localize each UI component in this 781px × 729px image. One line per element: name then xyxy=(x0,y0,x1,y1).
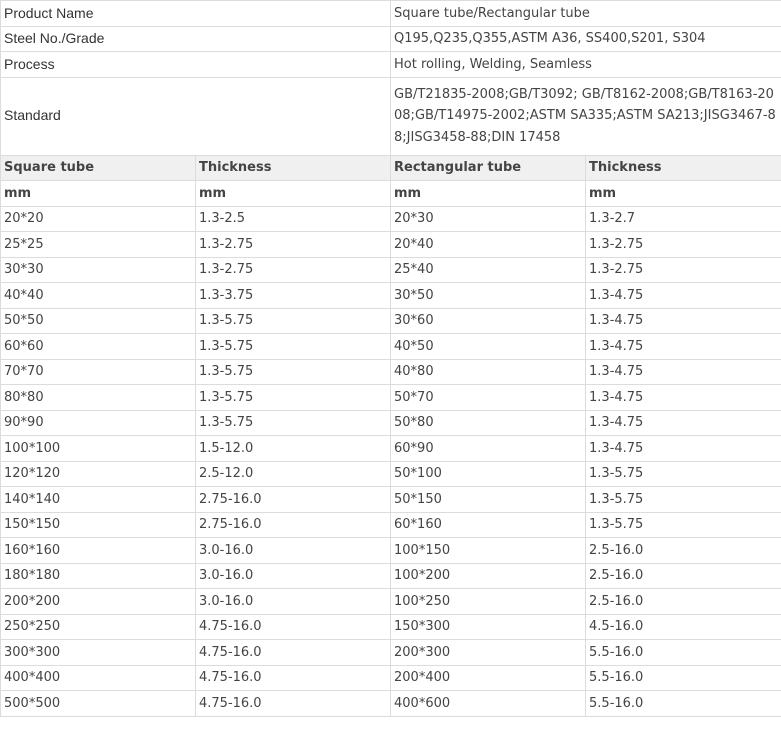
rect-tube-size-cell: 100*150 xyxy=(391,538,586,564)
square-thickness-cell: 2.75-16.0 xyxy=(196,487,391,513)
rect-tube-size-cell: 150*300 xyxy=(391,614,586,640)
rect-thickness-cell: 2.5-16.0 xyxy=(586,589,781,615)
steel-grade-label: Steel No./Grade xyxy=(1,26,391,52)
rect-thickness-cell: 1.3-5.75 xyxy=(586,512,781,538)
square-thickness-cell: 2.75-16.0 xyxy=(196,512,391,538)
process-row xyxy=(1,52,781,78)
square-tube-size-cell: 180*180 xyxy=(1,563,196,589)
square-tube-size-cell: 70*70 xyxy=(1,359,196,385)
square-tube-size-cell: 20*20 xyxy=(1,206,196,232)
rect-thickness-cell: 1.3-4.75 xyxy=(586,308,781,334)
rect-tube-size-cell: 20*30 xyxy=(391,206,586,232)
rect-tube-size-cell: 40*80 xyxy=(391,359,586,385)
rect-thickness-cell: 1.3-4.75 xyxy=(586,410,781,436)
process-label: Process xyxy=(1,52,391,78)
rect-thickness-cell: 1.3-4.75 xyxy=(586,385,781,411)
rect-tube-size-cell: 30*60 xyxy=(391,308,586,334)
rect-tube-size-cell: 20*40 xyxy=(391,232,586,258)
square-tube-size-cell: 30*30 xyxy=(1,257,196,283)
square-thickness-cell: 4.75-16.0 xyxy=(196,665,391,691)
spec-table-body xyxy=(1,1,781,717)
square-tube-size-cell: 40*40 xyxy=(1,283,196,309)
rect-thickness-cell: 2.5-16.0 xyxy=(586,563,781,589)
unit-row xyxy=(1,181,781,207)
square-thickness-cell: 1.3-5.75 xyxy=(196,308,391,334)
rect-thickness-cell: 1.3-4.75 xyxy=(586,334,781,360)
square-thickness-header: Thickness xyxy=(196,155,391,181)
rect-tube-size-cell: 400*600 xyxy=(391,691,586,717)
size-header-row xyxy=(1,155,781,181)
rect-tube-header: Rectangular tube xyxy=(391,155,586,181)
square-tube-size-cell: 200*200 xyxy=(1,589,196,615)
steel-grade-value: Q195,Q235,Q355,ASTM A36, SS400,S201, S304 xyxy=(391,26,781,52)
rect-thickness-cell: 5.5-16.0 xyxy=(586,665,781,691)
square-thickness-cell: 1.5-12.0 xyxy=(196,436,391,462)
table-row xyxy=(1,257,781,283)
square-thickness-unit: mm xyxy=(196,181,391,207)
rect-tube-size-cell: 60*160 xyxy=(391,512,586,538)
square-thickness-cell: 3.0-16.0 xyxy=(196,563,391,589)
product-name-value: Square tube/Rectangular tube xyxy=(391,1,781,27)
square-thickness-cell: 4.75-16.0 xyxy=(196,691,391,717)
square-thickness-cell: 1.3-3.75 xyxy=(196,283,391,309)
square-thickness-cell: 4.75-16.0 xyxy=(196,640,391,666)
table-row xyxy=(1,691,781,717)
square-tube-size-cell: 150*150 xyxy=(1,512,196,538)
rect-tube-size-cell: 60*90 xyxy=(391,436,586,462)
square-tube-size-cell: 300*300 xyxy=(1,640,196,666)
rect-thickness-cell: 1.3-2.7 xyxy=(586,206,781,232)
product-name-row xyxy=(1,1,781,27)
table-row xyxy=(1,308,781,334)
table-row xyxy=(1,512,781,538)
rect-thickness-header: Thickness xyxy=(586,155,781,181)
rect-thickness-cell: 4.5-16.0 xyxy=(586,614,781,640)
square-thickness-cell: 3.0-16.0 xyxy=(196,589,391,615)
square-tube-size-cell: 60*60 xyxy=(1,334,196,360)
rect-tube-size-cell: 50*70 xyxy=(391,385,586,411)
rect-tube-size-cell: 50*80 xyxy=(391,410,586,436)
square-tube-size-cell: 160*160 xyxy=(1,538,196,564)
table-row xyxy=(1,665,781,691)
rect-tube-size-cell: 50*100 xyxy=(391,461,586,487)
rect-thickness-cell: 1.3-4.75 xyxy=(586,283,781,309)
table-row xyxy=(1,487,781,513)
rect-tube-size-cell: 25*40 xyxy=(391,257,586,283)
table-row xyxy=(1,232,781,258)
table-row xyxy=(1,334,781,360)
table-row xyxy=(1,563,781,589)
rect-thickness-cell: 1.3-2.75 xyxy=(586,257,781,283)
square-tube-unit: mm xyxy=(1,181,196,207)
rect-tube-size-cell: 30*50 xyxy=(391,283,586,309)
square-thickness-cell: 1.3-5.75 xyxy=(196,334,391,360)
standard-label: Standard xyxy=(1,77,391,155)
square-tube-size-cell: 120*120 xyxy=(1,461,196,487)
table-row xyxy=(1,538,781,564)
square-thickness-cell: 1.3-2.75 xyxy=(196,257,391,283)
square-thickness-cell: 1.3-5.75 xyxy=(196,385,391,411)
table-row xyxy=(1,614,781,640)
rect-tube-size-cell: 200*300 xyxy=(391,640,586,666)
table-row xyxy=(1,640,781,666)
rect-thickness-cell: 5.5-16.0 xyxy=(586,640,781,666)
table-row xyxy=(1,283,781,309)
square-tube-header: Square tube xyxy=(1,155,196,181)
rect-thickness-cell: 1.3-4.75 xyxy=(586,436,781,462)
square-tube-size-cell: 90*90 xyxy=(1,410,196,436)
rect-tube-size-cell: 200*400 xyxy=(391,665,586,691)
square-tube-size-cell: 140*140 xyxy=(1,487,196,513)
rect-tube-size-cell: 100*250 xyxy=(391,589,586,615)
table-row xyxy=(1,461,781,487)
table-row xyxy=(1,385,781,411)
square-thickness-cell: 1.3-2.5 xyxy=(196,206,391,232)
square-tube-size-cell: 25*25 xyxy=(1,232,196,258)
table-row xyxy=(1,410,781,436)
table-row xyxy=(1,436,781,462)
rect-thickness-cell: 1.3-4.75 xyxy=(586,359,781,385)
process-value: Hot rolling, Welding, Seamless xyxy=(391,52,781,78)
square-tube-size-cell: 500*500 xyxy=(1,691,196,717)
rect-thickness-cell: 2.5-16.0 xyxy=(586,538,781,564)
square-thickness-cell: 2.5-12.0 xyxy=(196,461,391,487)
standard-value: GB/T21835-2008;GB/T3092; GB/T8162-2008;GB/T8163-2008;GB/T14975-2002;ASTM SA335;ASTM SA213;JISG3467-88;JISG3458-88;DIN 17458 xyxy=(391,77,781,155)
rect-thickness-cell: 1.3-2.75 xyxy=(586,232,781,258)
rect-thickness-unit: mm xyxy=(586,181,781,207)
rect-thickness-cell: 1.3-5.75 xyxy=(586,461,781,487)
standard-row xyxy=(1,77,781,155)
rect-thickness-cell: 5.5-16.0 xyxy=(586,691,781,717)
square-thickness-cell: 3.0-16.0 xyxy=(196,538,391,564)
square-tube-size-cell: 400*400 xyxy=(1,665,196,691)
steel-grade-row xyxy=(1,26,781,52)
table-row xyxy=(1,359,781,385)
rect-tube-size-cell: 40*50 xyxy=(391,334,586,360)
product-name-label: Product Name xyxy=(1,1,391,27)
rect-thickness-cell: 1.3-5.75 xyxy=(586,487,781,513)
table-row xyxy=(1,589,781,615)
square-thickness-cell: 1.3-5.75 xyxy=(196,410,391,436)
square-thickness-cell: 1.3-5.75 xyxy=(196,359,391,385)
square-tube-size-cell: 100*100 xyxy=(1,436,196,462)
rect-tube-size-cell: 100*200 xyxy=(391,563,586,589)
square-tube-size-cell: 250*250 xyxy=(1,614,196,640)
rect-tube-unit: mm xyxy=(391,181,586,207)
rect-tube-size-cell: 50*150 xyxy=(391,487,586,513)
square-tube-size-cell: 80*80 xyxy=(1,385,196,411)
square-tube-size-cell: 50*50 xyxy=(1,308,196,334)
square-thickness-cell: 4.75-16.0 xyxy=(196,614,391,640)
table-row xyxy=(1,206,781,232)
square-thickness-cell: 1.3-2.75 xyxy=(196,232,391,258)
